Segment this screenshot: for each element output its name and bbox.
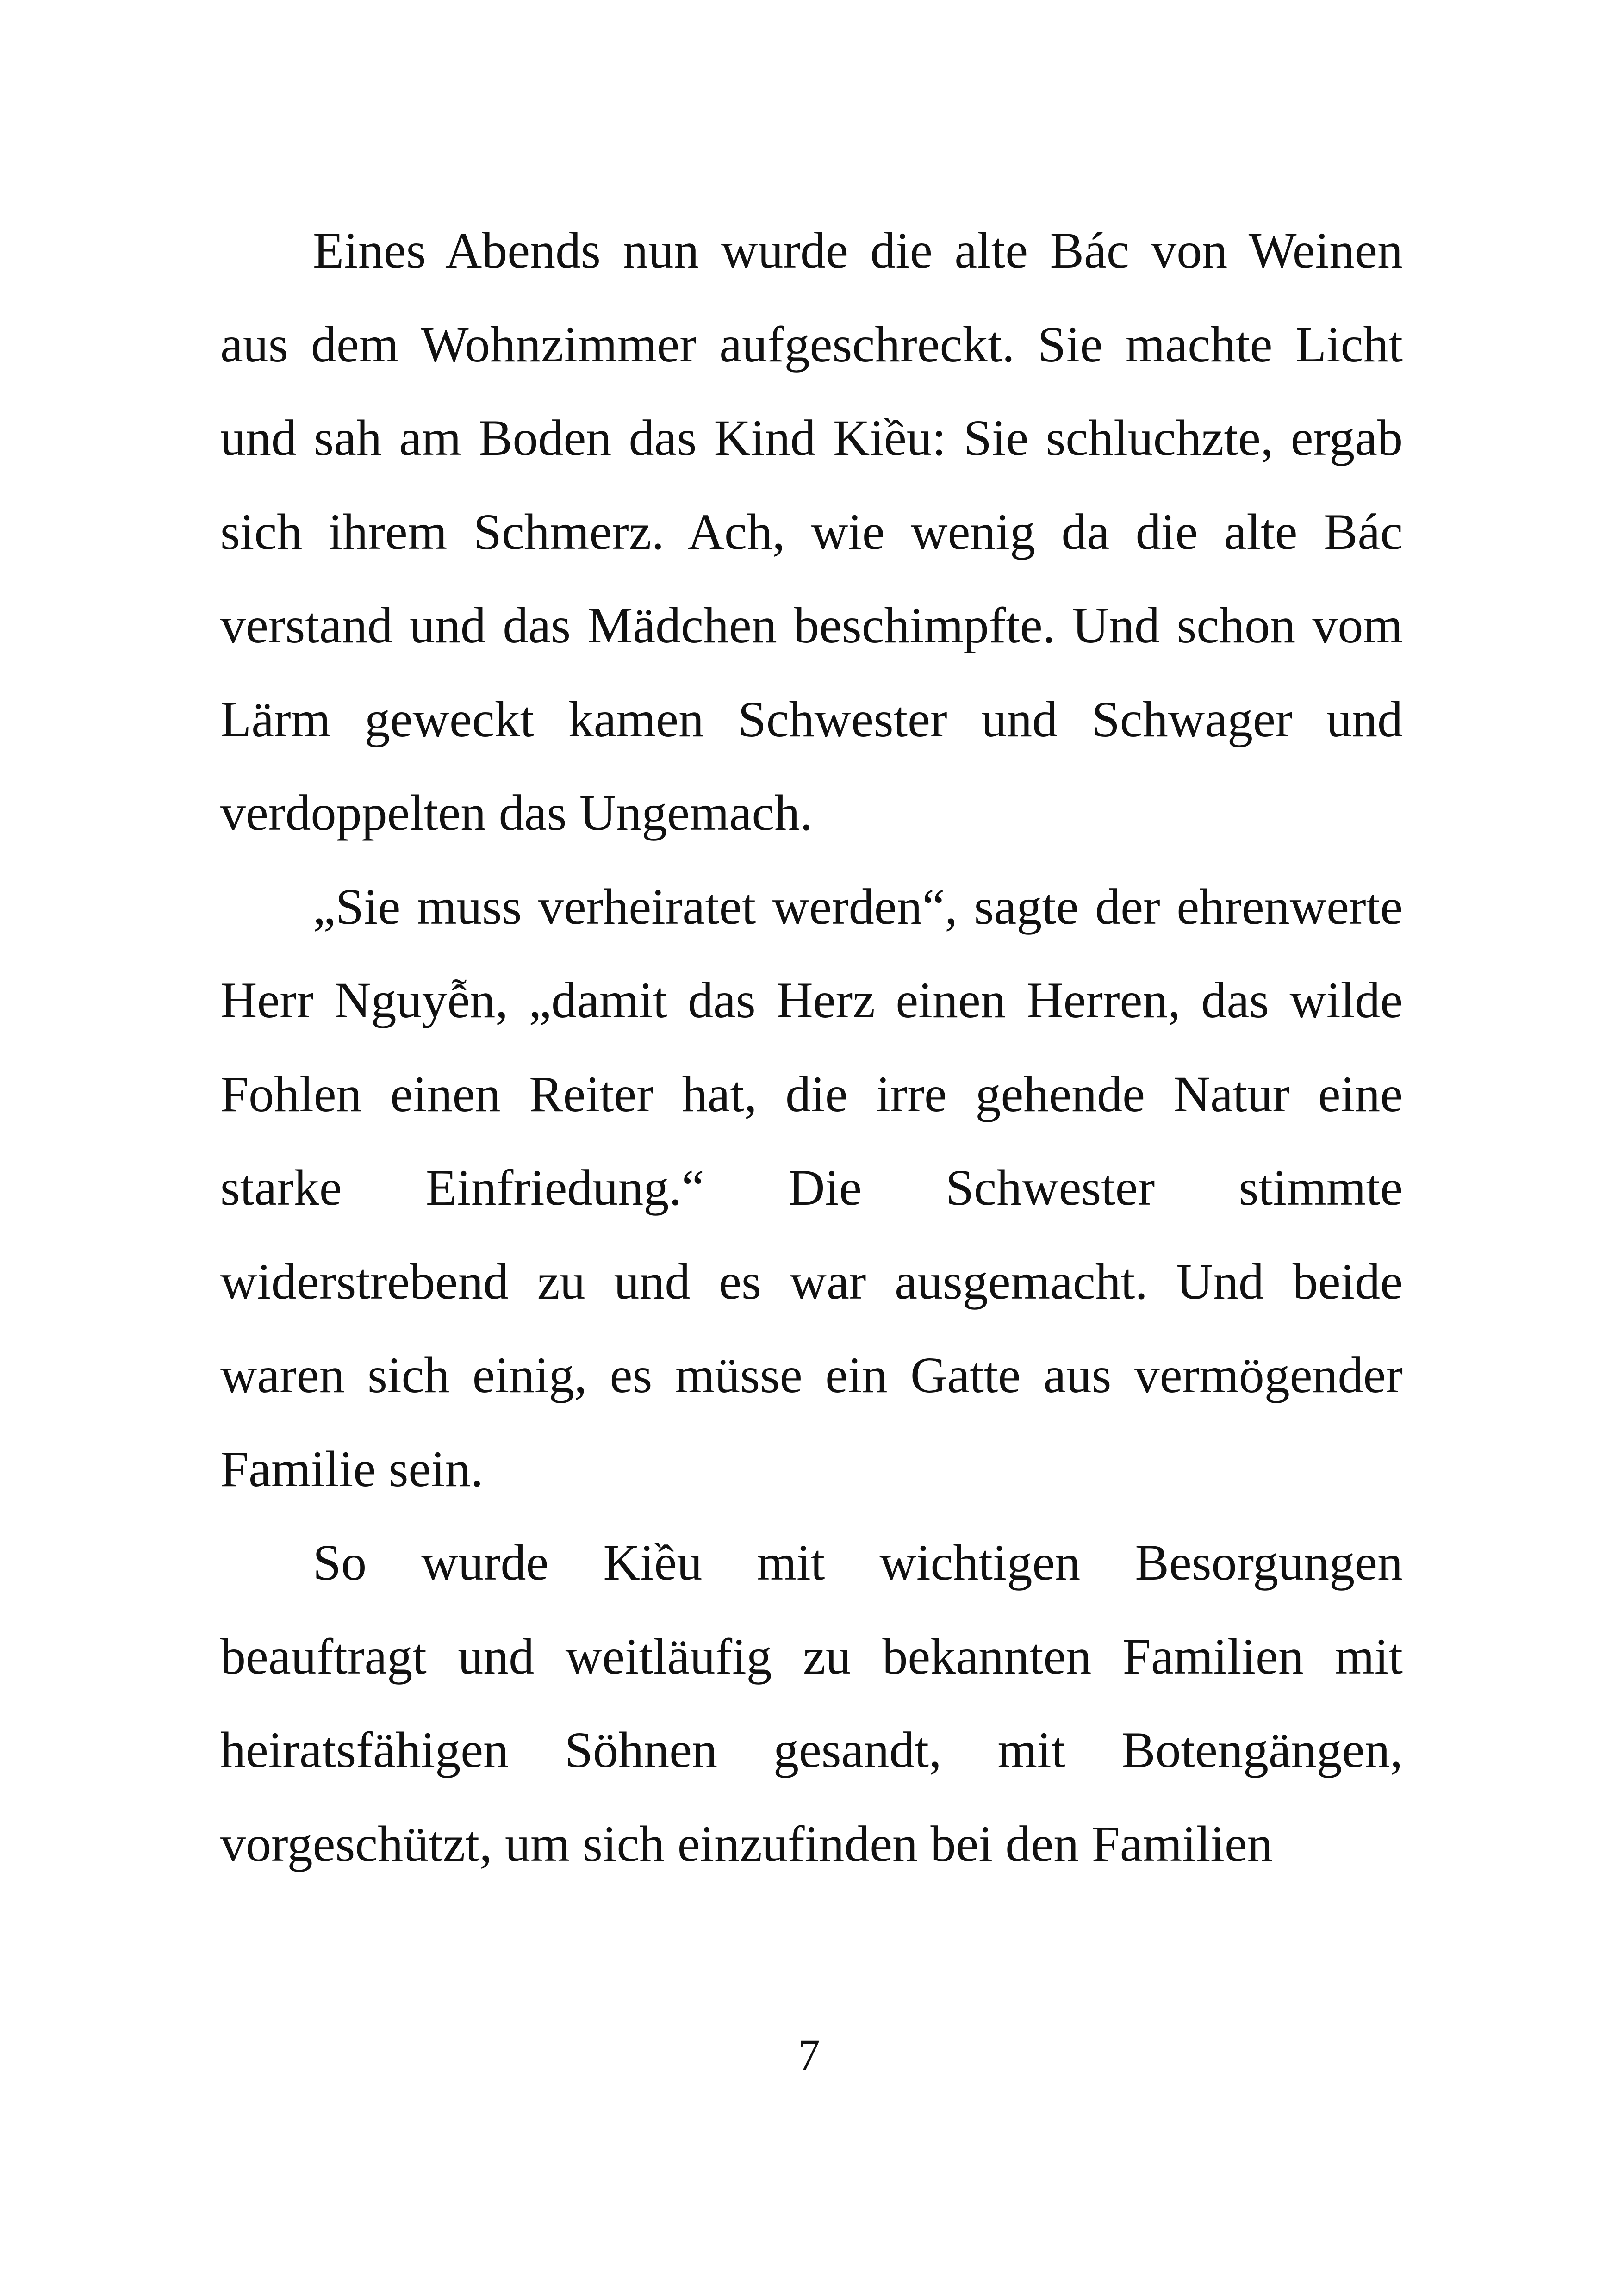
body-text xyxy=(220,204,1403,1891)
paragraph-3: So wurde Kiều mit wichtigen Besorgungen beauftragt und weitläufig zu bekannten Familien mit heiratsfähigen Söhnen gesandt, mit Botengängen, vorgeschützt, um sich einzufinden bei den Familien xyxy=(220,1534,1403,1872)
paragraph-2: „Sie muss verheiratet werden“, sagte der ehrenwerte Herr Nguyễn, „damit das Herz einen Herren, das wilde Fohlen einen Reiter hat, die irre gehende Natur eine starke Einfriedung.“ Die Schwester stimmte widerstrebend zu und es war ausgemacht. Und beide waren sich einig, es müsse ein Gatte aus vermögender Familie sein. xyxy=(220,878,1403,1497)
page-number: 7 xyxy=(798,2030,820,2079)
paragraph-1: Eines Abends nun wurde die alte Bác von Weinen aus dem Wohnzimmer aufgeschreckt. Sie machte Licht und sah am Boden das Kind Kiều: Sie schluchzte, ergab sich ihrem Schmerz. Ach, wie wenig da die alte Bác verstand und das Mädchen beschimpfte. Und schon vom Lärm geweckt kamen Schwester und Schwager und verdoppelten das Ungemach. xyxy=(220,222,1403,841)
